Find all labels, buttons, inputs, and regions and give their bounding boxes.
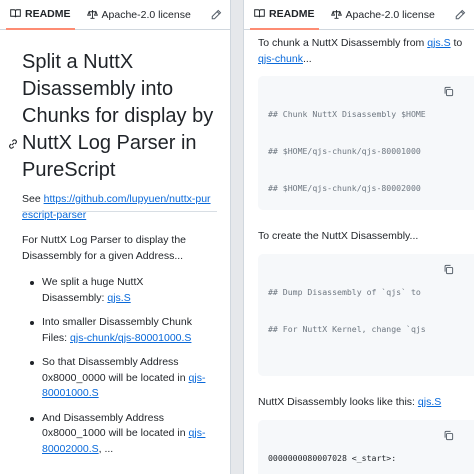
book-icon [10,8,21,19]
list-item [28,315,208,346]
list-item [28,355,208,402]
link-icon[interactable] [7,138,19,150]
tab-readme[interactable] [6,0,75,30]
bullet-text: We split a huge NuttX Disassembly: [42,276,144,304]
code-comment: ## For NuttX Kernel, change `qjs [268,324,426,334]
qjs-chunk-link[interactable]: qjs-chunk [258,52,303,65]
book-icon [254,8,265,19]
right-readme-panel [243,0,474,474]
chunk-80001000-link[interactable]: qjs-80001000.S [42,371,206,399]
code-comment: ## $HOME/qjs-chunk/qjs-80001000 [268,146,421,156]
tab-license[interactable] [327,0,439,30]
looks-text: NuttX Disassembly looks like this: [258,396,418,408]
code-comment: ## Dump Disassembly of `qjs` to [268,287,421,298]
bullet-text: Into smaller Disassembly Chunk Files: [42,316,192,344]
code-block-objdump[interactable] [258,254,474,376]
see-paragraph [22,191,212,223]
list-item [28,275,208,306]
code-comment: ## $HOME/qjs-chunk/qjs-80002000 [268,182,421,193]
tab-readme-label: README [25,7,71,20]
copy-icon[interactable] [443,86,454,97]
see-prefix: See [22,193,44,205]
list-item [28,411,208,458]
right-tab-bar [244,0,474,30]
qjs-s-link[interactable]: qjs.S [417,396,442,408]
looks-intro [258,395,468,411]
chunk-intro-suffix: ... [302,52,312,65]
code-block-sample[interactable] [258,420,474,474]
scale-icon [87,9,98,20]
scale-icon [331,9,342,20]
bullet-text: And Disassembly Address 0x8000_1000 will be located in [42,411,189,439]
intro-paragraph: For NuttX Log Parser to display the Disassembly for a given Address... [22,234,186,262]
bullet-list [28,275,208,466]
repo-link[interactable]: https://github.com/lupyuen/nuttx-purescript-parser [22,193,211,221]
qjs-s-link[interactable]: qjs.S [107,291,131,304]
copy-icon[interactable] [443,264,454,275]
chunk-file-link[interactable]: qjs-chunk/qjs-80001000.S [70,331,192,344]
code-line: 0000000080007028 <_start>: [268,453,397,464]
copy-icon[interactable] [443,430,454,441]
chunk-intro-text: To chunk a NuttX Disassembly from [258,37,428,49]
page-title: Split a NuttX Disassembly into Chunks for display by NuttX Log Parser in PureScript [22,51,214,181]
chunk-80002000-link[interactable]: qjs-80002000.S [42,427,206,455]
pencil-icon[interactable] [454,9,466,21]
chunk-intro-mid: to [450,37,463,49]
bullet-text: So that Disassembly Address 0x8000_0000 will be located in [42,356,189,384]
qjs-s-link[interactable]: qjs.S [427,37,451,49]
left-tab-bar [0,0,230,30]
tab-license-label: Apache-2.0 license [345,8,435,21]
code-comment: ## Chunk NuttX Disassembly $HOME [268,109,426,120]
tab-license-label: Apache-2.0 license [101,8,191,21]
tab-readme-label: README [269,7,315,20]
pencil-icon[interactable] [210,9,222,21]
chunk-intro [258,36,468,67]
left-readme-panel [0,0,231,474]
tab-license[interactable] [83,0,195,30]
code-block-chunk[interactable] [258,76,474,210]
create-intro: To create the NuttX Disassembly... [258,230,419,242]
bullet-suffix: , ... [98,442,114,455]
tab-readme[interactable] [250,0,319,30]
